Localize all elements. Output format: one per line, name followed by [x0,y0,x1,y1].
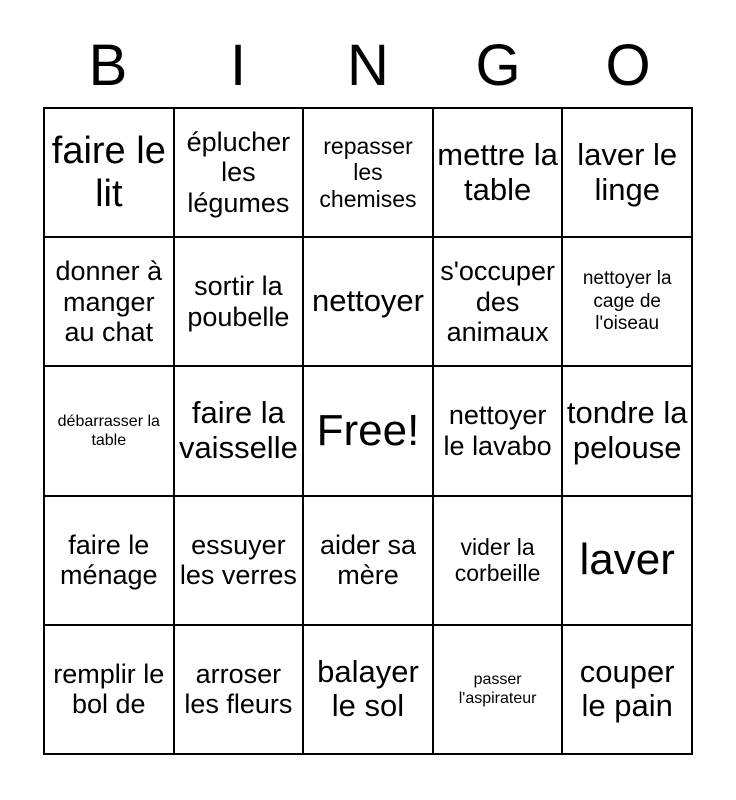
bingo-grid [43,107,693,755]
bingo-header-letter-b: B [88,33,128,98]
bingo-cell-r1-c2[interactable] [175,109,305,238]
bingo-cell-label: mettre la table [437,136,558,207]
bingo-header-letter-o: O [605,33,651,98]
bingo-cell-label: passer l'aspirateur [458,671,537,708]
bingo-cell-label: remplir le bol de [53,658,165,720]
bingo-cell-r2-c5[interactable] [563,238,693,367]
bingo-cell-r3-c4[interactable] [434,367,564,496]
bingo-cell-r5-c2[interactable] [175,626,305,755]
bingo-cell-label: aider sa mère [319,529,417,591]
bingo-cell-r5-c5[interactable] [563,626,693,755]
bingo-cell-r4-c2[interactable] [175,497,305,626]
bingo-cell-label: laver le linge [577,136,678,207]
bingo-cell-label: s'occuper des animaux [440,256,555,348]
bingo-cell-label: laver [579,535,675,584]
bingo-cell-label: sortir la poubelle [187,271,290,332]
bingo-cell-label: vider la corbeille [454,533,541,587]
bingo-cell-label: Free! [316,405,420,455]
bingo-cell-label: éplucher les légumes [186,126,291,218]
bingo-cell-label: arroser les fleurs [184,658,293,720]
bingo-free-space[interactable] [304,367,434,496]
bingo-cell-label: couper le pain [579,653,675,724]
bingo-cell-r2-c4[interactable] [434,238,564,367]
bingo-cell-label: repasser les chemises [319,132,417,212]
bingo-cell-r2-c2[interactable] [175,238,305,367]
bingo-cell-r2-c3[interactable] [304,238,434,367]
bingo-header-letter-g: G [475,33,521,98]
bingo-cell-r1-c5[interactable] [563,109,693,238]
bingo-cell-label: balayer le sol [317,653,419,724]
bingo-cell-label: nettoyer [311,283,424,319]
bingo-header-letter-n: N [347,33,389,98]
bingo-cell-r5-c1[interactable] [45,626,175,755]
bingo-cell-label: faire le lit [51,130,166,215]
bingo-cell-label: nettoyer le lavabo [443,400,552,461]
bingo-cell-r1-c1[interactable] [45,109,175,238]
bingo-cell-r4-c4[interactable] [434,497,564,626]
bingo-cell-r3-c5[interactable] [563,367,693,496]
bingo-cell-r4-c3[interactable] [304,497,434,626]
bingo-cell-label: nettoyer la cage de l'oiseau [582,268,672,334]
bingo-cell-r3-c2[interactable] [175,367,305,496]
bingo-header-letter-i: I [229,33,247,98]
bingo-cell-label: donner à manger au chat [55,256,163,348]
bingo-header [43,30,693,102]
bingo-cell-label: débarrasser la table [57,412,160,449]
bingo-cell-label: faire le ménage [60,529,158,591]
bingo-cell-label: essuyer les verres [179,529,297,591]
bingo-cell-label: faire la vaisselle [178,395,298,465]
bingo-cell-r1-c3[interactable] [304,109,434,238]
bingo-cell-r3-c1[interactable] [45,367,175,496]
bingo-cell-r1-c4[interactable] [434,109,564,238]
bingo-cell-r2-c1[interactable] [45,238,175,367]
bingo-cell-r5-c4[interactable] [434,626,564,755]
bingo-cell-r5-c3[interactable] [304,626,434,755]
bingo-cell-r4-c1[interactable] [45,497,175,626]
bingo-cell-label: tondre la pelouse [566,395,688,465]
bingo-cell-r4-c5[interactable] [563,497,693,626]
